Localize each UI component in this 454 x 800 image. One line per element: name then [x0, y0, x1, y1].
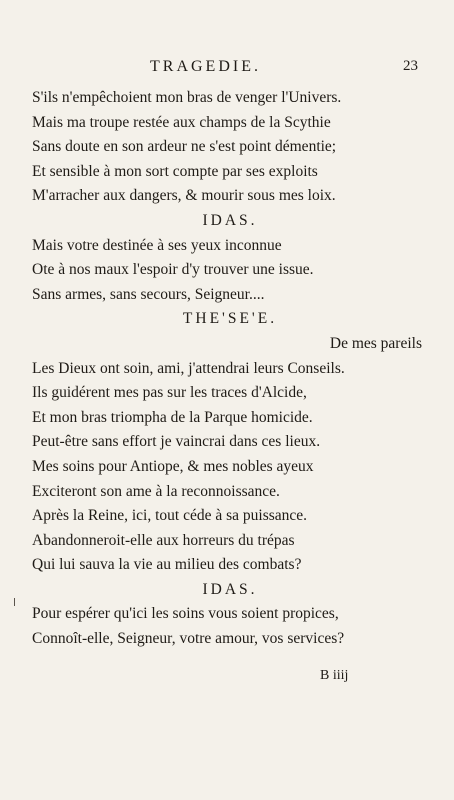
speaker-name: IDAS.: [202, 211, 258, 229]
verse-line: Abandonneroit-elle aux horreurs du trépas: [32, 531, 295, 549]
verse-line: Pour espérer qu'ici les soins vous soient propices,: [32, 605, 339, 623]
verse-line: Les Dieux ont soin, ami, j'attendrai leurs Conseils.: [32, 359, 345, 377]
verse-line: De mes pareils: [329, 334, 422, 352]
verse-line: Et mon bras triompha de la Parque homicide.: [32, 408, 313, 426]
verse-line: M'arracher aux dangers, & mourir sous mes loix.: [32, 187, 336, 205]
signature-mark: B iiij: [320, 668, 349, 683]
speaker-name: THE'SE'E.: [182, 310, 278, 328]
verse-text: [32, 86, 428, 652]
verse-line: S'ils n'empêchoient mon bras de venger l'Univers.: [32, 89, 342, 106]
verse-line: Et sensible à mon sort compte par ses exploits: [32, 162, 318, 180]
page-header: [0, 58, 454, 80]
margin-mark: [14, 598, 15, 606]
verse-line: Mes soins pour Antiope, & mes nobles ayeux: [32, 457, 314, 475]
verse-line: Exciteront son ame à la reconnoissance.: [32, 482, 280, 500]
verse-line: Sans armes, sans secours, Seigneur....: [32, 285, 265, 303]
running-title: TRAGEDIE.: [150, 58, 261, 75]
verse-line: Qui lui sauva la vie au milieu des combats?: [32, 556, 302, 574]
verse-line: Ote à nos maux l'espoir d'y trouver une issue.: [32, 261, 314, 279]
verse-line: Peut-être sans effort je vaincrai dans ces lieux.: [32, 433, 321, 451]
verse-line: Après la Reine, ici, tout céde à sa puissance.: [32, 507, 308, 525]
speaker-name: IDAS.: [202, 580, 258, 598]
verse-line: Mais votre destinée à ses yeux inconnue: [32, 236, 282, 254]
verse-line: Mais ma troupe restée aux champs de la Scythie: [32, 113, 331, 131]
verse-line: Sans doute en son ardeur ne s'est point démentie;: [32, 138, 337, 156]
verse-line: Ils guidérent mes pas sur les traces d'Alcide,: [32, 384, 307, 402]
verse-line: Connoît-elle, Seigneur, votre amour, vos services?: [32, 630, 345, 648]
page-number: 23: [403, 58, 418, 74]
